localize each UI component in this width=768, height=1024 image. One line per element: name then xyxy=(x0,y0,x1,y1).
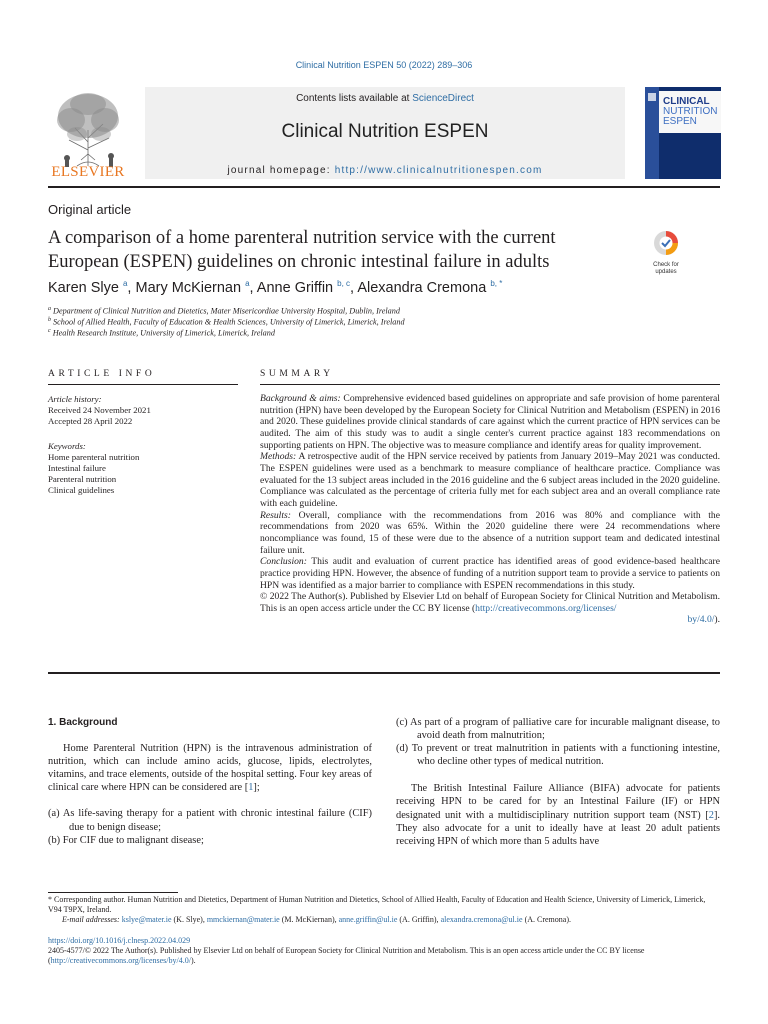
list-item: (c) As part of a program of palliative care for incurable malignant disease, to avoid death from malnutrition; xyxy=(396,717,720,742)
abstract-conclusion: Conclusion: This audit and evaluation of current practice has identified areas of good evidence-based healthcare practice providing HPN. However, the absence of funding of a nutrition support team to provide a service to patients on HPN was identified as a major barrier to compliance with ESPEN recommendations in this study. xyxy=(260,556,720,591)
author-affiliation-mark[interactable]: a xyxy=(245,279,250,288)
list-item: (d) To prevent or treat malnutrition in patients with a functioning intestine, who decline other types of medical nutrition. xyxy=(396,743,720,768)
abstract-summary xyxy=(260,393,720,626)
reference-link[interactable]: 2 xyxy=(708,809,714,821)
author-name[interactable]: Anne Griffin xyxy=(256,279,334,296)
email-link[interactable]: mmckiernan@mater.ie xyxy=(206,915,280,925)
sciencedirect-link[interactable]: ScienceDirect xyxy=(412,93,474,104)
crossmark-icon xyxy=(651,230,681,256)
author-affiliation-mark[interactable]: b, * xyxy=(490,279,503,288)
contents-line: Contents lists available at ScienceDirect xyxy=(296,93,474,104)
abstract-background: Background & aims: Comprehensive evidenced based guidelines on appropriate and safe provision of home parenteral nutrition (HPN) have been developed by the European Society for Clinical Nutrition and Metabolism (ESPEN) in 2016 and 2020. These guidelines provide clinical standards of care against which the current practice of HPN services can be audited. The aim of this study was to audit a single center's current practice against 183 recommendations on supporting patients on HPN. The objective was to measure compliance and identify areas for quality improvement. xyxy=(260,393,720,451)
journal-citation[interactable]: Clinical Nutrition ESPEN 50 (2022) 289–306 xyxy=(295,60,473,70)
email-link[interactable]: anne.griffin@ul.ie xyxy=(338,915,398,925)
doi-link[interactable]: https://doi.org/10.1016/j.clnesp.2022.04.029 xyxy=(48,935,191,945)
abstract-methods: Methods: A retrospective audit of the HPN service received by patients from January 2019–May 2021 was conducted. The ESPEN guidelines were used as a benchmark to measure compliance of healthcare practice. Compliance was evaluated for the 13 subject areas included in the 2016 guideline and the 6 subject areas included in the 2020 guideline. Compliance was calculated as the percentage of criteria fully met for each subject area and an overall compliance rate with each guideline. xyxy=(260,451,720,509)
header-rule xyxy=(48,186,720,188)
section-heading: 1. Background xyxy=(48,717,118,728)
article-info-rule xyxy=(48,384,238,385)
footnotes xyxy=(48,892,720,966)
check-for-updates-label: Check for updates xyxy=(653,262,679,275)
elsevier-logo xyxy=(47,90,129,182)
body-right-column xyxy=(396,716,720,848)
section-rule xyxy=(48,672,720,674)
author-name[interactable]: Alexandra Cremona xyxy=(357,279,487,296)
keyword: Clinical guidelines xyxy=(48,485,115,495)
article-history-label: Article history: xyxy=(48,394,102,404)
check-for-updates-badge[interactable] xyxy=(646,230,686,276)
journal-homepage-link[interactable]: http://www.clinicalnutritionespen.com xyxy=(334,165,543,176)
affiliation: $^c$ Health Research Institute, University of Limerick, Limerick, Ireland xyxy=(48,328,275,338)
elsevier-wordmark: ELSEVIER xyxy=(51,164,125,180)
abstract-copyright-end: by/4.0/). xyxy=(687,614,720,626)
body-left-column xyxy=(48,716,372,847)
issn-license-link[interactable]: http://creativecommons.org/licenses/by/4.0/ xyxy=(50,956,191,966)
summary-rule xyxy=(260,384,720,385)
journal-title: Clinical Nutrition ESPEN xyxy=(281,121,489,142)
cover-word-3: ESPEN xyxy=(663,116,697,127)
body-paragraph: The British Intestinal Failure Alliance (BIFA) advocate for patients receiving HPN to be cared for by an Intestinal Failure (IF) or HPN designated unit with a multidisciplinary nutrition support team (NST) [2]. They also advocate for a unit to ideally have at least 20 adult patients receiving HPN of which more than 5 adults have xyxy=(396,783,720,847)
list-item: (a) As life-saving therapy for a patient with chronic intestinal failure (CIF) due to benign disease; xyxy=(48,808,372,833)
affiliation: $^a$ Department of Clinical Nutrition and Dietetics, Mater Misericordiae University Hospital, Dublin, Ireland xyxy=(48,306,400,316)
reference-link[interactable]: 1 xyxy=(248,782,254,794)
keyword: Home parenteral nutrition xyxy=(48,452,140,462)
list-item: (b) For CIF due to malignant disease; xyxy=(48,834,204,846)
keyword: Parenteral nutrition xyxy=(48,474,117,484)
corresponding-author-note: * Corresponding author. Human Nutrition and Dietetics, Department of Human Nutrition and Dietetics, School of Allied Health, Faculty of Education and Health Science, University of Limerick, Limerick, V94 T9PX, Ireland. xyxy=(48,895,706,915)
summary-heading: SUMMARY xyxy=(260,369,334,379)
article-info-heading: ARTICLE INFO xyxy=(48,369,156,379)
author-list: Karen Slye $^a$, Mary McKiernan $^a$, Anne Griffin $^{b, c}$, Alexandra Cremona $^{b, *}$ xyxy=(48,279,503,296)
cover-emblem xyxy=(648,93,656,101)
email-link[interactable]: kslye@mater.ie xyxy=(121,915,172,925)
cover-word-1: CLINICAL xyxy=(663,96,710,107)
keyword: Intestinal failure xyxy=(48,463,106,473)
author-affiliation-mark[interactable]: b, c xyxy=(337,279,351,288)
author-affiliation-mark[interactable]: a xyxy=(122,279,128,288)
elsevier-tree-icon xyxy=(47,90,129,168)
keywords-label: Keywords: xyxy=(48,441,86,451)
article-title: A comparison of a home parenteral nutrition service with the current European (ESPEN) guidelines on chronic intestinal failure in adults xyxy=(48,228,556,272)
body-paragraph: Home Parenteral Nutrition (HPN) is the intravenous administration of nutrition, which can include amino acids, glucose, lipids, electrolytes, vitamins, and trace elements, outside of the hospital setting. Four key areas of clinical care where HPN can be considered are [1]; xyxy=(48,743,372,794)
journal-homepage-line: journal homepage: http://www.clinicalnutritionespen.com xyxy=(227,165,543,176)
author-name[interactable]: Karen Slye xyxy=(48,279,119,296)
issn-copyright-line: 2405-4577/© 2022 The Author(s). Published by Elsevier Ltd on behalf of European Society for Clinical Nutrition and Metabolism. This is an open access article under the CC BY license (http://creativecommons.org/licenses/by/4.0/). xyxy=(48,945,645,966)
accepted-date: Accepted 28 April 2022 xyxy=(48,416,133,426)
affiliation: $^b$ School of Allied Health, Faculty of Education & Health Sciences, University of Limerick, Limerick, Ireland xyxy=(48,317,405,327)
author-name[interactable]: Mary McKiernan xyxy=(135,279,242,296)
license-link[interactable]: http://creativecommons.org/licenses/ xyxy=(475,602,617,614)
journal-cover-thumbnail[interactable] xyxy=(645,87,721,179)
article-type: Original article xyxy=(48,202,132,217)
abstract-results: Results: Overall, compliance with the recommendations from 2016 was 80% and compliance with the recommendations from 2020 was 65%. Within the 2020 guideline there were 24 recommendations where noncompliance was found, 15 of these were due to the absence of a nutrition support team and dedicated intestinal failure unit. xyxy=(260,509,720,556)
cover-word-2: NUTRITION xyxy=(663,106,718,117)
journal-masthead xyxy=(145,87,625,179)
license-link-continued[interactable]: by/4.0/ xyxy=(687,614,715,626)
abstract-copyright: © 2022 The Author(s). Published by Elsevier Ltd on behalf of European Society for Clinical Nutrition and Metabolism. This is an open access article under the CC BY license (http://creativecommons.org/licenses/ xyxy=(260,591,720,614)
received-date: Received 24 November 2021 xyxy=(48,405,151,415)
email-addresses: E-mail addresses: kslye@mater.ie (K. Slye), mmckiernan@mater.ie (M. McKiernan), anne.griffin@ul.ie (A. Griffin), alexandra.cremona@ul.ie (A. Cremona). xyxy=(62,915,571,925)
email-link[interactable]: alexandra.cremona@ul.ie xyxy=(440,915,523,925)
